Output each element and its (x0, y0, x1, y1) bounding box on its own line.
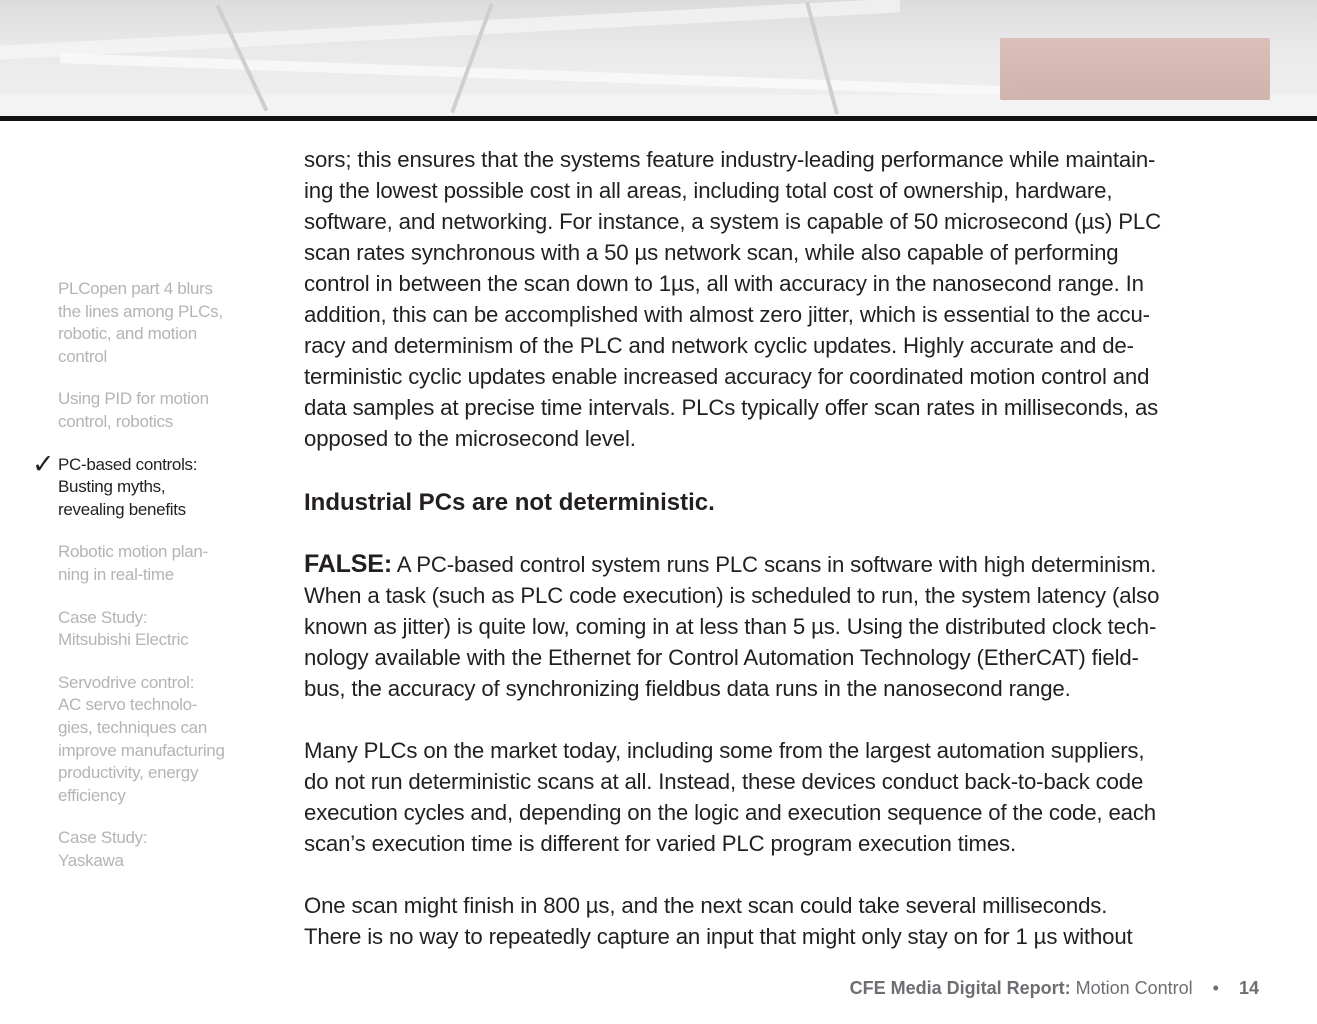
text-line: software, and networking. For instance, a system is capable of 50 microsecond (µs) PLC (304, 209, 1161, 234)
sidebar-item-line: revealing benefits (58, 499, 186, 519)
text-line: do not run deterministic scans at all. Instead, these devices conduct back-to-back code (304, 769, 1144, 794)
sidebar-item-line: Servodrive control: (58, 672, 195, 692)
report-title: Motion Control (1070, 978, 1193, 998)
sidebar-item-line: ning in real-time (58, 564, 174, 584)
page-footer (850, 978, 1259, 999)
page-number: 14 (1238, 978, 1259, 998)
article-body (304, 144, 1264, 952)
text-line: opposed to the microsecond level. (304, 426, 636, 451)
sidebar-item-line: Case Study: (58, 607, 148, 627)
text-line: data samples at precise time intervals. PLCs typically offer scan rates in milliseconds, as (304, 395, 1159, 420)
paragraph-plc-scans (304, 735, 1264, 859)
paragraph-false-answer (304, 549, 1264, 704)
sidebar-item-0[interactable] (58, 278, 243, 368)
text-line: terministic cyclic updates enable increased accuracy for coordinated motion control and (304, 364, 1150, 389)
sidebar-item-3[interactable] (58, 541, 243, 586)
text-line: scan’s execution time is different for varied PLC program execution times. (304, 831, 1016, 856)
sidebar-item-line: PC-based controls: (58, 454, 198, 474)
header-banner-photo (0, 0, 1317, 116)
factory-display-board (1000, 38, 1270, 100)
text-line: One scan might finish in 800 µs, and the next scan could take several milliseconds. (304, 893, 1108, 918)
sidebar-item-line: Mitsubishi Electric (58, 630, 189, 650)
sidebar-item-line: productivity, energy (58, 763, 199, 783)
sidebar-item-line: Robotic motion plan- (58, 542, 208, 562)
text-line: addition, this can be accomplished with almost zero jitter, which is essential to the accu- (304, 302, 1150, 327)
sidebar-item-2[interactable] (32, 448, 243, 522)
footer-bullet: • (1212, 978, 1219, 998)
sidebar-item-line: Busting myths, (58, 477, 166, 497)
text-line: Many PLCs on the market today, including some from the largest automation suppliers, (304, 738, 1145, 763)
header-divider (0, 116, 1317, 121)
sidebar-item-line: robotic, and motion (58, 324, 197, 344)
false-label: FALSE: (304, 550, 392, 578)
sidebar-item-6[interactable] (58, 827, 243, 872)
false-answer-first-line: A PC-based control system runs PLC scans in software with high determinism. (392, 552, 1157, 577)
sidebar-item-line: the lines among PLCs, (58, 301, 223, 321)
sidebar-item-line: control (58, 346, 107, 366)
sidebar-item-line: Case Study: (58, 828, 148, 848)
paragraph-intro-continued (304, 144, 1264, 454)
sidebar-item-4[interactable] (58, 607, 243, 652)
text-line: ing the lowest possible cost in all areas, including total cost of ownership, hardware, (304, 178, 1113, 203)
sidebar-item-line: Using PID for motion (58, 389, 209, 409)
text-line: scan rates synchronous with a 50 µs network scan, while also capable of performing (304, 240, 1119, 265)
report-brand: CFE Media Digital Report: (849, 978, 1071, 998)
text-line: sors; this ensures that the systems feature industry-leading performance while maintain- (304, 147, 1156, 172)
text-line: bus, the accuracy of synchronizing fieldbus data runs in the nanosecond range. (304, 676, 1071, 701)
sidebar-item-line: PLCopen part 4 blurs (58, 279, 213, 298)
text-line: known as jitter) is quite low, coming in at less than 5 µs. Using the distributed clock tech- (304, 614, 1157, 639)
sidebar-item-line: efficiency (58, 785, 126, 805)
sidebar-item-line: improve manufacturing (58, 740, 225, 760)
text-line: nology available with the Ethernet for Control Automation Technology (EtherCAT) field- (304, 645, 1139, 670)
article-sidebar-nav (32, 278, 243, 892)
text-line: When a task (such as PLC code execution) is scheduled to run, the system latency (also (304, 583, 1160, 608)
sidebar-item-5[interactable] (58, 672, 243, 808)
paragraph-scan-timing (304, 890, 1264, 952)
sidebar-item-line: control, robotics (58, 411, 173, 431)
sidebar-item-1[interactable] (58, 388, 243, 433)
text-line: There is no way to repeatedly capture an input that might only stay on for 1 µs without (304, 924, 1133, 949)
sidebar-item-line: gies, techniques can (58, 717, 207, 737)
checkmark-icon: ✓ (32, 448, 55, 480)
section-heading: Industrial PCs are not deterministic. (304, 489, 715, 516)
sidebar-item-line: Yaskawa (58, 850, 124, 870)
text-line: execution cycles and, depending on the logic and execution sequence of the code, each (304, 800, 1156, 825)
text-line: racy and determinism of the PLC and network cyclic updates. Highly accurate and de- (304, 333, 1134, 358)
sidebar-item-line: AC servo technolo- (58, 695, 198, 715)
text-line: control in between the scan down to 1µs, all with accuracy in the nanosecond range. In (304, 271, 1144, 296)
